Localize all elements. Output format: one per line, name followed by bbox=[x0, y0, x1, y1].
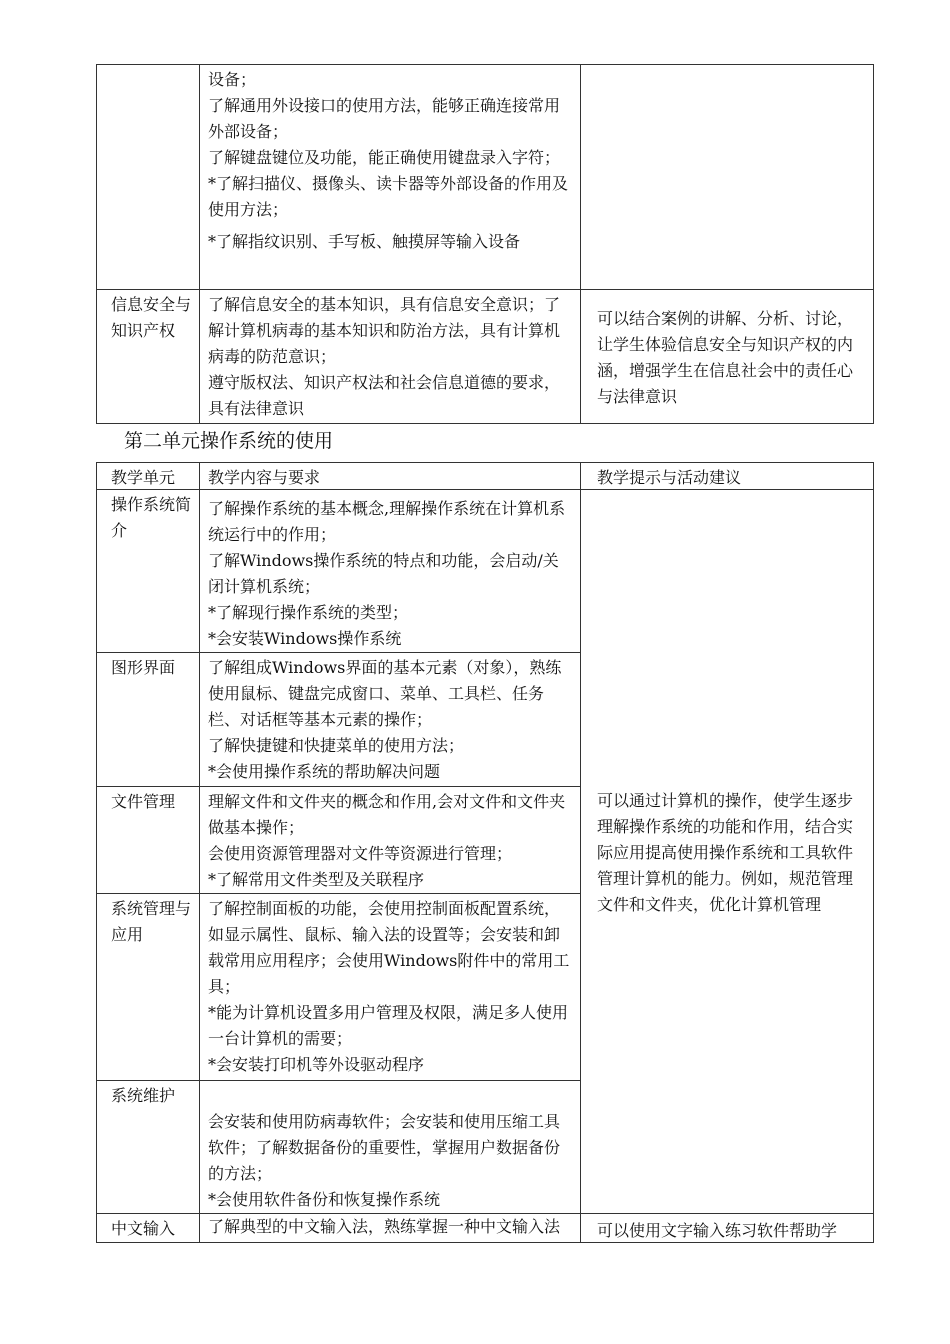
unit-cell: 文件管理 bbox=[97, 787, 200, 894]
content-line: 了解Windows操作系统的特点和功能，会启动/关闭计算机系统； bbox=[208, 551, 559, 596]
unit-cell: 图形界面 bbox=[97, 653, 200, 787]
content-line: 设备； bbox=[208, 70, 257, 89]
table-row bbox=[97, 65, 874, 290]
content-line: *了解扫描仪、摄像头、读卡器等外部设备的作用及使用方法； bbox=[208, 174, 569, 219]
table-unit2 bbox=[96, 462, 874, 1243]
content-line bbox=[208, 1083, 574, 1109]
content-cell bbox=[200, 1081, 581, 1214]
table-row bbox=[97, 1214, 874, 1243]
content-line: 了解快捷键和快捷菜单的使用方法； bbox=[208, 736, 465, 755]
content-line: 会安装和使用防病毒软件；会安装和使用压缩工具软件；了解数据备份的重要性，掌握用户数据备份的方法； bbox=[208, 1112, 561, 1183]
unit-cell: 系统管理与应用 bbox=[97, 894, 200, 1081]
content-line: 了解典型的中文输入法，熟练掌握一种中文输入法 bbox=[208, 1217, 561, 1236]
content-cell bbox=[200, 290, 581, 424]
content-line: *会安装打印机等外设驱动程序 bbox=[208, 1055, 425, 1074]
tips-cell bbox=[581, 65, 874, 290]
content-line: 遵守版权法、知识产权法和社会信息道德的要求，具有法律意识 bbox=[208, 373, 561, 418]
shared-tips-cell bbox=[581, 490, 874, 1214]
table-header-row bbox=[97, 463, 874, 490]
content-line: *能为计算机设置多用户管理及权限，满足多人使用一台计算机的需要； bbox=[208, 1003, 569, 1048]
content-cell bbox=[200, 65, 581, 290]
content-line: 了解键盘键位及功能，能正确使用键盘录入字符； bbox=[208, 148, 561, 167]
tips-text: 可以结合案例的讲解、分析、讨论，让学生体验信息安全与知识产权的内涵，增强学生在信息社会中的责任心与法律意识 bbox=[597, 309, 854, 406]
content-cell bbox=[200, 490, 581, 653]
tips-text: 可以使用文字输入练习软件帮助学 bbox=[597, 1221, 838, 1240]
tips-text: 可以通过计算机的操作，使学生逐步理解操作系统的功能和作用，结合实际应用提高使用操作系统和工具软件管理计算机的能力。例如，规范管理文件和文件夹，优化计算机管理 bbox=[597, 790, 854, 914]
content-line: 了解控制面板的功能，会使用控制面板配置系统，如显示属性、鼠标、输入法的设置等；会安装和卸载常用应用程序；会使用Windows附件中的常用工具； bbox=[208, 899, 570, 996]
content-line: 理解文件和文件夹的概念和作用,会对文件和文件夹做基本操作； bbox=[208, 792, 566, 837]
section-title: 第二单元操作系统的使用 bbox=[124, 430, 334, 452]
tips-cell bbox=[581, 1214, 874, 1243]
header-tips: 教学提示与活动建议 bbox=[581, 463, 874, 490]
header-unit: 教学单元 bbox=[97, 463, 200, 490]
content-line: 了解操作系统的基本概念,理解操作系统在计算机系统运行中的作用； bbox=[208, 499, 566, 544]
content-cell bbox=[200, 653, 581, 787]
content-cell bbox=[200, 787, 581, 894]
unit-cell: 系统维护 bbox=[97, 1081, 200, 1214]
unit-cell bbox=[97, 65, 200, 290]
table-row bbox=[97, 290, 874, 424]
unit-cell: 中文输入 bbox=[97, 1214, 200, 1243]
header-content: 教学内容与要求 bbox=[200, 463, 581, 490]
content-line: *了解指纹识别、手写板、触摸屏等输入设备 bbox=[208, 232, 521, 251]
unit-cell: 操作系统简介 bbox=[97, 490, 200, 653]
content-line: *会使用软件备份和恢复操作系统 bbox=[208, 1190, 441, 1209]
content-line: *会安装Windows操作系统 bbox=[208, 629, 402, 648]
content-line: *会使用操作系统的帮助解决问题 bbox=[208, 762, 441, 781]
content-line: 了解通用外设接口的使用方法，能够正确连接常用外部设备； bbox=[208, 96, 561, 141]
content-line: *了解常用文件类型及关联程序 bbox=[208, 870, 425, 889]
table-row bbox=[97, 490, 874, 653]
table-unit1-continued bbox=[96, 64, 874, 424]
content-cell bbox=[200, 894, 581, 1081]
content-cell bbox=[200, 1214, 581, 1243]
content-line: 了解信息安全的基本知识，具有信息安全意识；了解计算机病毒的基本知识和防治方法，具有计算机病毒的防范意识； bbox=[208, 295, 561, 366]
tips-cell bbox=[581, 290, 874, 424]
unit-cell: 信息安全与知识产权 bbox=[97, 290, 200, 424]
content-line: *了解现行操作系统的类型； bbox=[208, 603, 409, 622]
content-line: 会使用资源管理器对文件等资源进行管理； bbox=[208, 844, 513, 863]
content-line: 了解组成Windows界面的基本元素（对象），熟练使用鼠标、键盘完成窗口、菜单、工具栏、任务栏、对话框等基本元素的操作； bbox=[208, 658, 562, 729]
